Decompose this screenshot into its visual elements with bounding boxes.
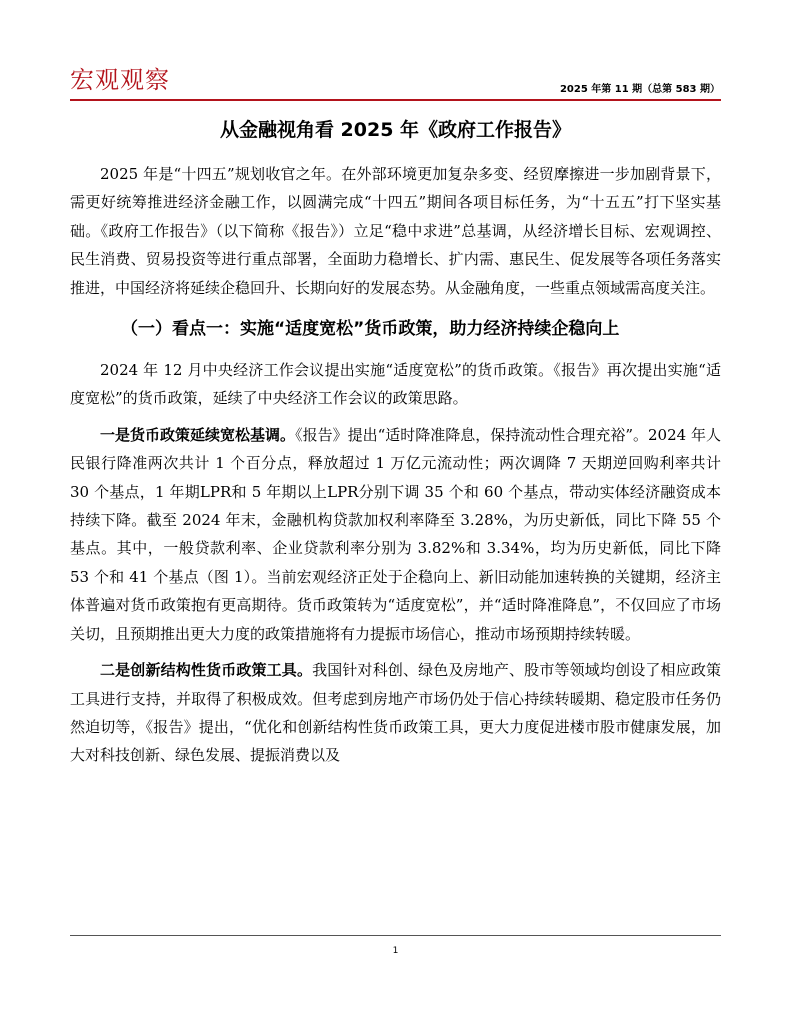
footer-divider — [70, 935, 721, 936]
intro-paragraph: 2025 年是“十四五”规划收官之年。在外部环境更加复杂多变、经贸摩擦进一步加剧背景下，需更好统筹推进经济金融工作，以圆满完成“十四五”期间各项目标任务，为“十五五”打下坚实基础。《政府工作报告》（以下简称《报告》）立足“稳中求进”总基调，从经济增长目标、宏观调控、民生消费、贸易投资等进行重点部署，全面助力稳增长、扩内需、惠民生、促发展等各项任务落实推进，中国经济将延续企稳回升、长期向好的发展态势。从金融角度，一些重点领域需高度关注。 — [70, 165, 721, 297]
point-one-lead: 一是货币政策延续宽松基调。 — [100, 425, 296, 444]
document-title: 从金融视角看 2025 年《政府工作报告》 — [219, 119, 572, 141]
page-number: 1 — [392, 946, 399, 956]
section-paragraph: 2024 年 12 月中央经济工作会议提出实施“适度宽松”的货币政策。《报告》再次提出实施“适度宽松”的货币政策，延续了中央经济工作会议的政策思路。 — [70, 361, 721, 408]
header-divider — [70, 99, 721, 101]
point-one-body: 《报告》提出“适时降准降息，保持流动性合理充裕”。2024 年人民银行降准两次共计 1 个百分点，释放超过 1 万亿元流动性；两次调降 7 天期逆回购利率共计 30 个基点，1 年期LPR和 5 年期以上LPR分别下调 35 个和 60 个基点，带动实体经济融资成本持续下降。截至 2024 年末，金融机构贷款加权利率降至 3.28%，为历史新低，同比下降 55 个基点。其中，一般贷款利率、企业贷款利率分别为 3.82%和 3.34%，均为历史新低，同比下降 53 个和 41 个基点（图 1）。当前宏观经济正处于企稳向上、新旧动能加速转换的关键期，经济主体普遍对货币政策抱有更高期待。货币政策转为“适度宽松”，并“适时降准降息”，不仅回应了市场关切，且预期推出更大力度的政策措施将有力提振市场信心，推动市场预期持续转暖。 — [70, 425, 721, 643]
point-two-body: 我国针对科创、绿色及房地产、股市等领域均创设了相应政策工具进行支持，并取得了积极成效。但考虑到房地产市场仍处于信心持续转暖期、稳定股市任务仍然迫切等，《报告》提出，“优化和创新结构性货币政策工具，更大力度促进楼市股市健康发展，加大对科技创新、绿色发展、提振消费以及 — [70, 661, 721, 765]
report-series-title: 宏观观察 — [70, 66, 170, 94]
point-two-lead: 二是创新结构性货币政策工具。 — [100, 661, 313, 680]
issue-number: 2025 年第 11 期（总第 583 期） — [559, 84, 720, 95]
section-heading: （一）看点一：实施“适度宽松”货币政策，助力经济持续企稳向上 — [121, 319, 620, 340]
point-one-paragraph — [70, 421, 721, 648]
document-body — [70, 160, 721, 770]
point-two-paragraph — [70, 656, 721, 770]
